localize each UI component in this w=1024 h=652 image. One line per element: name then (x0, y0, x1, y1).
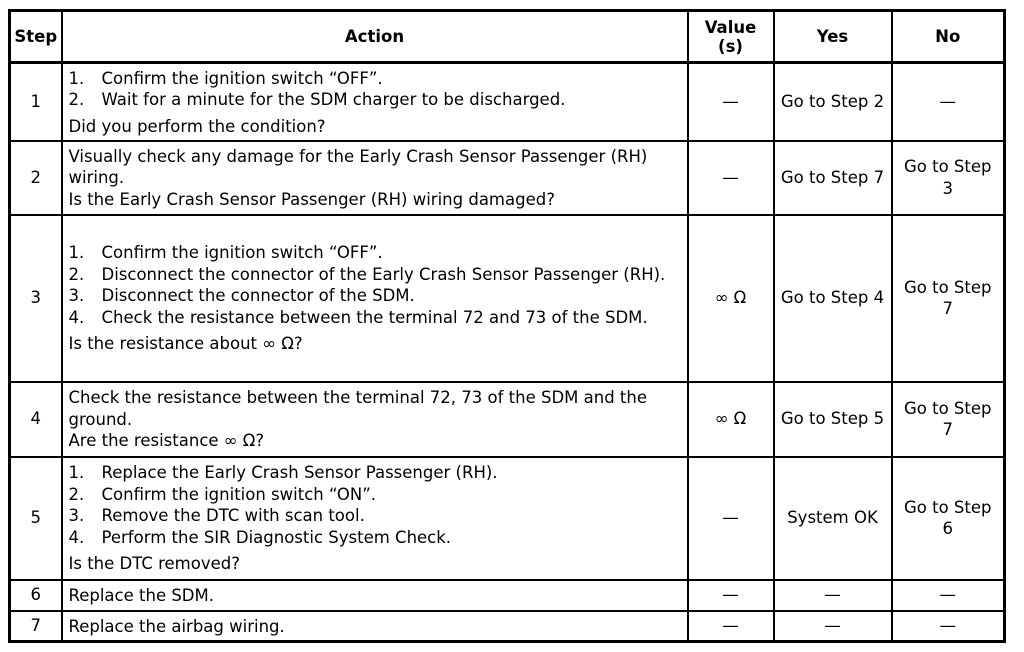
table-row-step-7 (10, 611, 1005, 642)
action-question: Are the resistance ∞ Ω? (68, 431, 265, 451)
step-number: 7 (10, 611, 62, 642)
step-number: 6 (10, 580, 62, 611)
item-number: 2. (68, 484, 85, 504)
item-number: 4. (68, 307, 85, 327)
no-cell: Go to Step 7 (892, 215, 1005, 382)
yes-cell: System OK (774, 457, 892, 580)
action-cell (62, 215, 688, 382)
item-number: 1. (68, 68, 85, 88)
item-text: Confirm the ignition switch “OFF”. (101, 68, 383, 88)
item-text: Disconnect the connector of the SDM. (101, 286, 415, 306)
value-cell: — (688, 580, 774, 611)
item-text: Replace the Early Crash Sensor Passenger (RH). (101, 463, 498, 483)
header-value (688, 11, 774, 63)
list-item (69, 505, 681, 527)
action-cell (62, 141, 688, 215)
yes-cell: Go to Step 5 (774, 382, 892, 457)
item-number: 4. (68, 527, 85, 547)
table-row-step-2 (10, 141, 1005, 215)
header-step: Step (10, 11, 62, 63)
step-number: 3 (10, 215, 62, 382)
no-cell: Go to Step 6 (892, 457, 1005, 580)
no-cell: — (892, 580, 1005, 611)
table-row-step-1 (10, 63, 1005, 141)
item-number: 3. (68, 506, 85, 526)
list-item (69, 484, 681, 506)
yes-cell: Go to Step 7 (774, 141, 892, 215)
header-row (10, 11, 1005, 63)
header-no: No (892, 11, 1005, 63)
item-number: 2. (68, 90, 85, 109)
value-cell: — (688, 141, 774, 215)
action-text: Replace the SDM. (68, 585, 214, 605)
no-cell: Go to Step 7 (892, 382, 1005, 457)
item-text: Remove the DTC with scan tool. (101, 506, 365, 526)
list-item (69, 285, 681, 307)
action-question: Is the DTC removed? (68, 554, 241, 574)
item-number: 1. (68, 243, 85, 263)
item-text: Check the resistance between the terminal 72 and 73 of the SDM. (101, 307, 648, 327)
yes-cell: — (774, 580, 892, 611)
action-cell (62, 382, 688, 457)
action-list (69, 68, 681, 111)
list-item (69, 89, 681, 111)
header-action: Action (62, 11, 688, 63)
step-number: 4 (10, 382, 62, 457)
item-number: 1. (68, 463, 85, 483)
item-text: Wait for a minute for the SDM charger to be discharged. (101, 90, 566, 109)
list-item (69, 307, 681, 329)
action-list (69, 242, 681, 328)
table-row-step-4 (10, 382, 1005, 457)
action-question: Did you perform the condition? (68, 116, 326, 136)
yes-cell: — (774, 611, 892, 642)
value-cell: — (688, 611, 774, 642)
action-list (69, 462, 681, 548)
list-item (69, 242, 681, 264)
no-cell: — (892, 611, 1005, 642)
item-number: 2. (68, 264, 85, 284)
action-text: Replace the airbag wiring. (68, 616, 285, 636)
value-cell: — (688, 63, 774, 141)
action-question: Is the resistance about ∞ Ω? (68, 334, 303, 354)
item-text: Confirm the ignition switch “ON”. (101, 484, 377, 504)
action-question: Is the Early Crash Sensor Passenger (RH) wiring damaged? (68, 189, 555, 209)
table-row-step-3 (10, 215, 1005, 382)
table-row-step-5 (10, 457, 1005, 580)
action-cell (62, 580, 688, 611)
step-number: 5 (10, 457, 62, 580)
list-item (69, 264, 681, 286)
list-item (69, 68, 681, 90)
action-cell (62, 63, 688, 141)
value-cell: ∞ Ω (688, 215, 774, 382)
list-item (69, 462, 681, 484)
header-value-line2: (s) (718, 36, 743, 56)
header-value-line1: Value (704, 17, 757, 37)
yes-cell: Go to Step 2 (774, 63, 892, 141)
list-item (69, 527, 681, 549)
value-cell: — (688, 457, 774, 580)
action-text: Visually check any damage for the Early Crash Sensor Passenger (RH) wiring. (68, 146, 648, 188)
no-cell: Go to Step 3 (892, 141, 1005, 215)
item-text: Confirm the ignition switch “OFF”. (101, 243, 383, 263)
action-text: Check the resistance between the terminal 72, 73 of the SDM and the ground. (68, 388, 647, 429)
action-cell (62, 611, 688, 642)
value-cell: ∞ Ω (688, 382, 774, 457)
step-number: 1 (10, 63, 62, 141)
no-cell: — (892, 63, 1005, 141)
header-yes: Yes (774, 11, 892, 63)
action-cell (62, 457, 688, 580)
diagnostic-table (8, 9, 1006, 643)
item-text: Disconnect the connector of the Early Crash Sensor Passenger (RH). (101, 264, 666, 284)
item-number: 3. (68, 286, 85, 306)
yes-cell: Go to Step 4 (774, 215, 892, 382)
step-number: 2 (10, 141, 62, 215)
table-row-step-6 (10, 580, 1005, 611)
item-text: Perform the SIR Diagnostic System Check. (101, 527, 452, 547)
